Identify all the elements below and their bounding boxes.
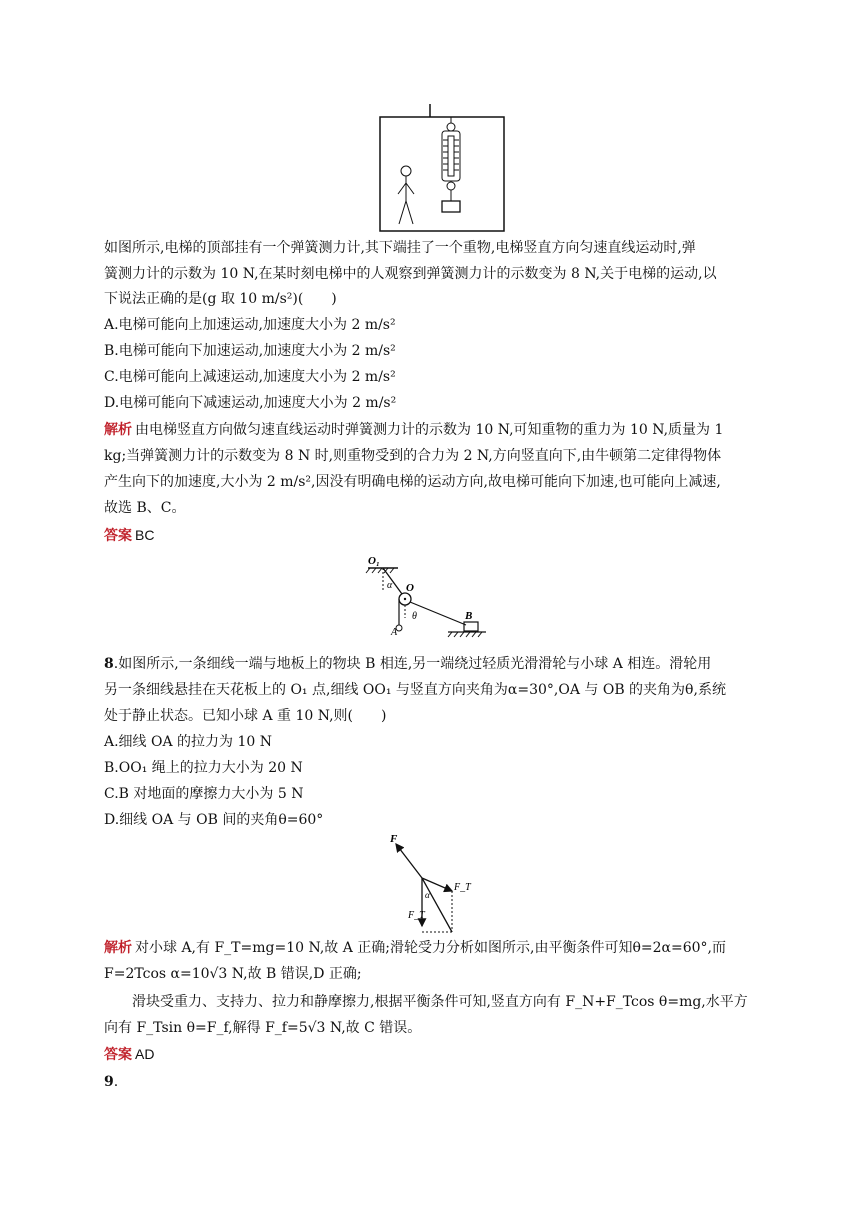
q7-option-b: B.电梯可能向下加速运动,加速度大小为 2 m/s² xyxy=(104,343,396,359)
q8-answer-line xyxy=(104,1044,764,1065)
force-figure xyxy=(380,828,490,938)
analysis-text: 对小球 A,有 F_T=mg=10 N,故 A 正确;滑轮受力分析如图所示,由平衡条件可知θ=2α=60°,而 xyxy=(135,940,726,956)
answer-tag: 答案 xyxy=(104,528,132,544)
q7-answer-line xyxy=(104,525,764,546)
analysis-tag: 解析 xyxy=(104,422,132,438)
q7-stem-line: 下说法正确的是(g 取 10 m/s²)( ) xyxy=(104,291,337,307)
label-b: B xyxy=(465,610,473,622)
label-o1: O₁ xyxy=(368,555,380,567)
answer-value: AD xyxy=(135,1046,155,1062)
pulley-figure xyxy=(362,552,512,640)
label-a: A xyxy=(391,627,398,638)
q8-stem-line: 处于静止状态。已知小球 A 重 10 N,则( ) xyxy=(104,708,387,724)
label-o: O xyxy=(406,582,414,594)
q7-analysis-line: kg;当弹簧测力计的示数变为 8 N 时,则重物受到的合力为 2 N,方向竖直向下,由牛顿第二定律得物体 xyxy=(104,448,722,464)
q8-stem-line: 另一条细线悬挂在天花板上的 O₁ 点,细线 OO₁ 与竖直方向夹角为α=30°,OA 与 OB 的夹角为θ,系统 xyxy=(104,682,726,698)
label-theta: θ xyxy=(412,611,417,622)
q7-stem-line: 如图所示,电梯的顶部挂有一个弹簧测力计,其下端挂了一个重物,电梯竖直方向匀速直线运动时,弹 xyxy=(104,240,696,256)
q8-option-c: C.B 对地面的摩擦力大小为 5 N xyxy=(104,786,304,802)
q9-number: 9 xyxy=(104,1074,114,1090)
label-alpha-force: α xyxy=(425,890,430,900)
q8-number: 8 xyxy=(104,656,114,672)
label-f: F xyxy=(390,833,398,845)
q7-analysis-line: 产生向下的加速度,大小为 2 m/s²,因没有明确电梯的运动方向,故电梯可能向下加速,也可能向上减速, xyxy=(104,474,721,490)
q8-option-b: B.OO₁ 绳上的拉力大小为 20 N xyxy=(104,760,303,776)
q8-analysis-line: 滑块受重力、支持力、拉力和静摩擦力,根据平衡条件可知,竖直方向有 F_N+F_Tcos θ=mg,水平方 xyxy=(132,994,748,1010)
q8-option-a: A.细线 OA 的拉力为 10 N xyxy=(104,734,273,750)
elevator-figure xyxy=(370,100,510,236)
q8-analysis-line: F=2Tcos α=10√3 N,故 B 错误,D 正确; xyxy=(104,966,362,982)
analysis-tag: 解析 xyxy=(104,940,132,956)
q7-option-d: D.电梯可能向下减速运动,加速度大小为 2 m/s² xyxy=(104,395,397,411)
q8-analysis-line xyxy=(104,938,764,958)
analysis-text: 由电梯竖直方向做匀速直线运动时弹簧测力计的示数为 10 N,可知重物的重力为 10 N,质量为 1 xyxy=(135,422,724,438)
answer-tag: 答案 xyxy=(104,1047,132,1063)
label-alpha: α xyxy=(387,580,393,591)
answer-value: BC xyxy=(135,527,155,543)
q9-line: 9. xyxy=(104,1074,119,1090)
label-ft-bottom: F_T xyxy=(408,910,425,921)
q8-stem-line: 8.如图所示,一条细线一端与地板上的物块 B 相连,另一端绕过轻质光滑滑轮与小球 A 相连。滑轮用 xyxy=(104,656,712,672)
q8-option-d: D.细线 OA 与 OB 间的夹角θ=60° xyxy=(104,812,324,828)
q8-analysis-line: 向有 F_Tsin θ=F_f,解得 F_f=5√3 N,故 C 错误。 xyxy=(104,1020,422,1036)
q7-analysis-line xyxy=(104,420,764,440)
q7-stem-line: 簧测力计的示数为 10 N,在某时刻电梯中的人观察到弹簧测力计的示数变为 8 N,关于电梯的运动,以 xyxy=(104,266,717,282)
label-ft-right: F_T xyxy=(454,882,471,893)
q7-analysis-line: 故选 B、C。 xyxy=(104,500,186,516)
q7-option-c: C.电梯可能向上减速运动,加速度大小为 2 m/s² xyxy=(104,369,396,385)
q7-option-a: A.电梯可能向上加速运动,加速度大小为 2 m/s² xyxy=(104,317,396,333)
